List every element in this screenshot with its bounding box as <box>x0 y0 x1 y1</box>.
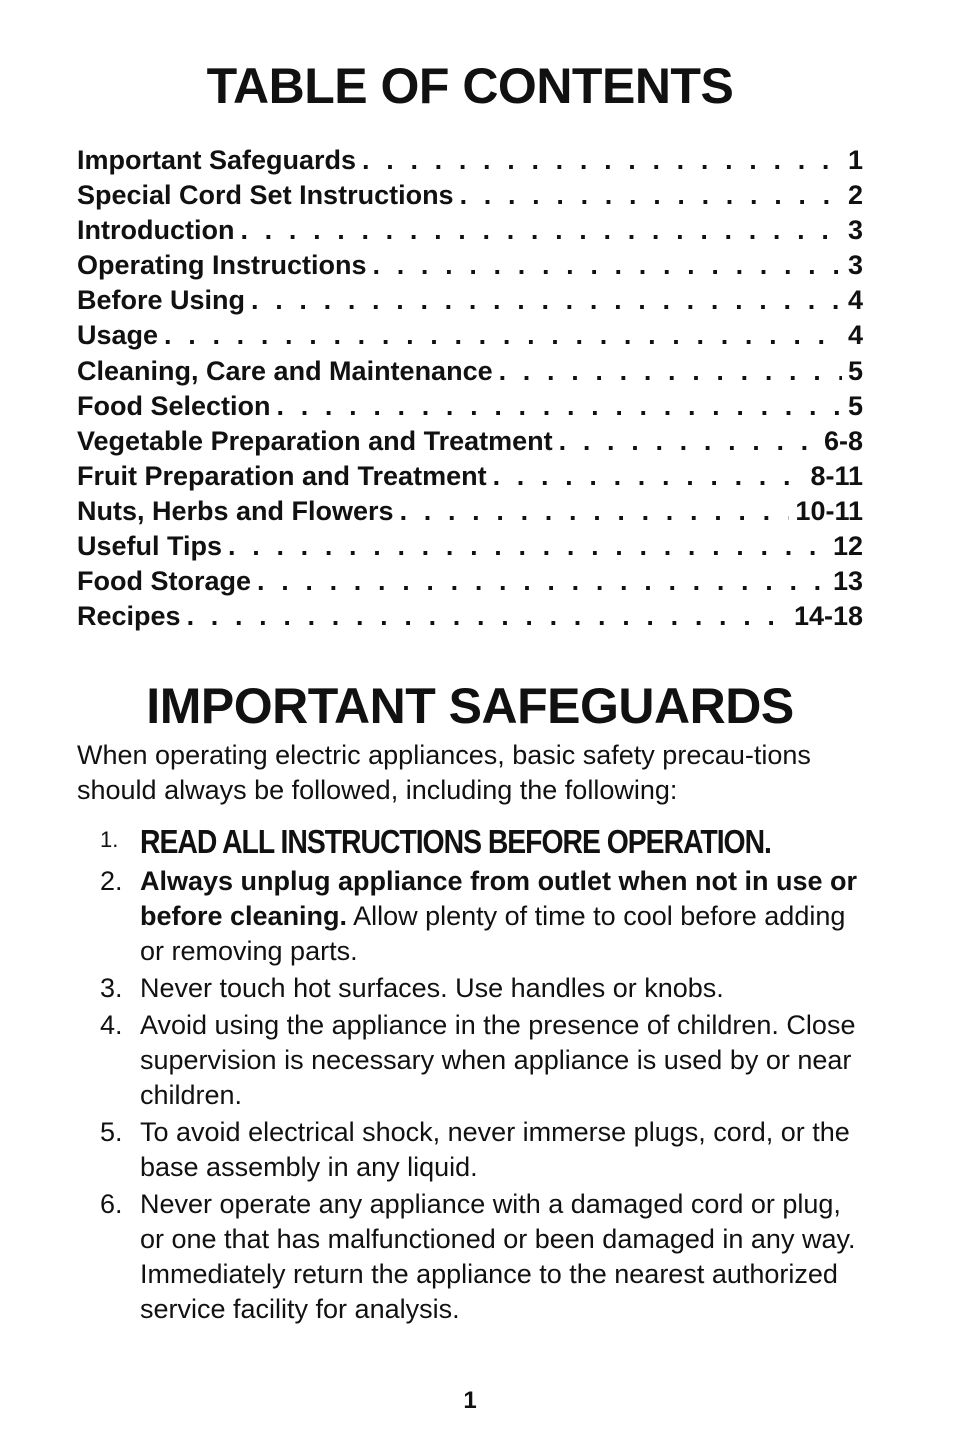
toc-leader-dots <box>240 213 842 248</box>
list-item-body-text: To avoid electrical shock, never immerse plugs, cord, or the base assembly in any liquid. <box>140 1117 850 1182</box>
toc-entry-label: Useful Tips <box>77 531 223 562</box>
list-item <box>77 971 867 1006</box>
toc-leader-dots <box>493 459 805 494</box>
toc-entry <box>77 599 863 634</box>
list-item-number-text: 3. <box>100 973 123 1003</box>
toc-entry-page: 5 <box>847 355 863 386</box>
list-item-bold-text: Always unplug appliance from outlet when not in use or before cleaning. <box>140 866 858 931</box>
toc-entry <box>77 283 863 318</box>
toc-entry-page: 4 <box>847 320 863 351</box>
toc-entry <box>77 494 863 529</box>
list-item-text <box>140 1008 867 1113</box>
list-item-text <box>140 1115 867 1185</box>
toc-entry-label: Usage <box>77 320 159 351</box>
toc-entry-page: 10-11 <box>795 495 863 526</box>
safeguards-list <box>77 822 867 1329</box>
toc-entry-label: Food Selection <box>77 390 271 421</box>
list-item-bold-text: READ ALL INSTRUCTIONS BEFORE OPERATION. <box>140 823 771 860</box>
list-item <box>77 822 867 862</box>
page-number: 1 <box>463 1387 477 1414</box>
list-item-number <box>77 1115 140 1150</box>
toc-entry-page: 3 <box>847 250 863 281</box>
toc-entry-page: 1 <box>847 145 863 175</box>
toc-entry-label: Special Cord Set Instructions <box>77 180 454 211</box>
list-item-text <box>140 864 867 969</box>
safeguards-intro: When operating electric appliances, basic safety precau-tions should always be followed, including the following: <box>77 740 811 805</box>
list-item-number <box>77 1008 140 1043</box>
toc-entry <box>77 178 863 213</box>
toc-entry <box>77 354 863 389</box>
toc-entry-page: 13 <box>832 566 863 597</box>
list-item-number <box>77 864 140 899</box>
toc-entry-page: 12 <box>832 531 863 562</box>
toc-leader-dots <box>559 424 818 459</box>
list-item-text <box>140 822 771 862</box>
list-item-number <box>77 971 140 1006</box>
toc-leader-dots <box>373 248 842 283</box>
toc-leader-dots <box>460 178 842 213</box>
toc-entry <box>77 213 863 248</box>
toc-entry-label: Introduction <box>77 215 235 246</box>
toc-entry-page: 4 <box>847 285 863 316</box>
list-item <box>77 1187 867 1327</box>
list-item-body-text: Never operate any appliance with a damaged cord or plug, or one that has malfunctioned or been damaged in any way. Immediately return the appliance to the nearest authorized service facility for analysis. <box>140 1189 856 1324</box>
toc-leader-dots <box>164 318 842 353</box>
list-item-body-text: Avoid using the appliance in the presence of children. Close supervision is necessary when appliance is used by or near children. <box>140 1010 856 1110</box>
list-item-number-text: 6. <box>100 1189 123 1219</box>
toc-entry-label: Recipes <box>77 601 181 632</box>
toc-entry-label: Food Storage <box>77 566 251 597</box>
toc-entry-label: Cleaning, Care and Maintenance <box>77 355 493 386</box>
toc-entry <box>77 424 863 459</box>
toc-entry-label: Important Safeguards <box>77 145 357 175</box>
toc-entry-page: 5 <box>847 390 863 421</box>
list-item-body-text: Allow plenty of time to cool before adding or removing parts. <box>140 901 846 966</box>
list-item <box>77 1008 867 1113</box>
list-item-text <box>140 971 867 1006</box>
list-item-number-text: 5. <box>100 1117 123 1147</box>
toc-title: TABLE OF CONTENTS <box>206 58 734 114</box>
toc-entry-page: 3 <box>847 215 863 246</box>
toc-entry <box>77 248 863 283</box>
list-item-number <box>77 822 140 857</box>
list-item <box>77 864 867 969</box>
toc-leader-dots <box>228 529 827 564</box>
toc-leader-dots <box>251 283 842 318</box>
toc-entry <box>77 564 863 599</box>
toc-entry <box>77 143 863 178</box>
toc-leader-dots <box>187 599 788 634</box>
toc-entry <box>77 459 863 494</box>
toc-entry-label: Vegetable Preparation and Treatment <box>77 425 553 456</box>
toc-entry-page: 14-18 <box>793 601 863 632</box>
table-of-contents <box>77 143 863 634</box>
toc-entry-label: Operating Instructions <box>77 250 367 281</box>
toc-entry <box>77 389 863 424</box>
list-item-text <box>140 1187 867 1327</box>
toc-leader-dots <box>277 389 842 424</box>
list-item-number <box>77 1187 140 1222</box>
toc-entry <box>77 529 863 564</box>
toc-leader-dots <box>362 143 842 178</box>
toc-leader-dots <box>499 354 842 389</box>
toc-leader-dots <box>400 494 790 529</box>
toc-leader-dots <box>257 564 827 599</box>
toc-entry-page: 8-11 <box>810 460 863 491</box>
safeguards-title: IMPORTANT SAFEGUARDS <box>146 678 794 734</box>
list-item-number-text: 1. <box>100 827 119 852</box>
toc-entry-label: Nuts, Herbs and Flowers <box>77 495 394 526</box>
list-item <box>77 1115 867 1185</box>
toc-entry-label: Before Using <box>77 285 246 316</box>
toc-entry-label: Fruit Preparation and Treatment <box>77 460 487 491</box>
toc-entry-page: 2 <box>847 180 863 211</box>
list-item-number-text: 2. <box>100 866 123 896</box>
toc-entry-page: 6-8 <box>823 425 863 456</box>
toc-entry <box>77 318 863 353</box>
list-item-body-text: Never touch hot surfaces. Use handles or knobs. <box>140 973 724 1003</box>
list-item-number-text: 4. <box>100 1010 123 1040</box>
